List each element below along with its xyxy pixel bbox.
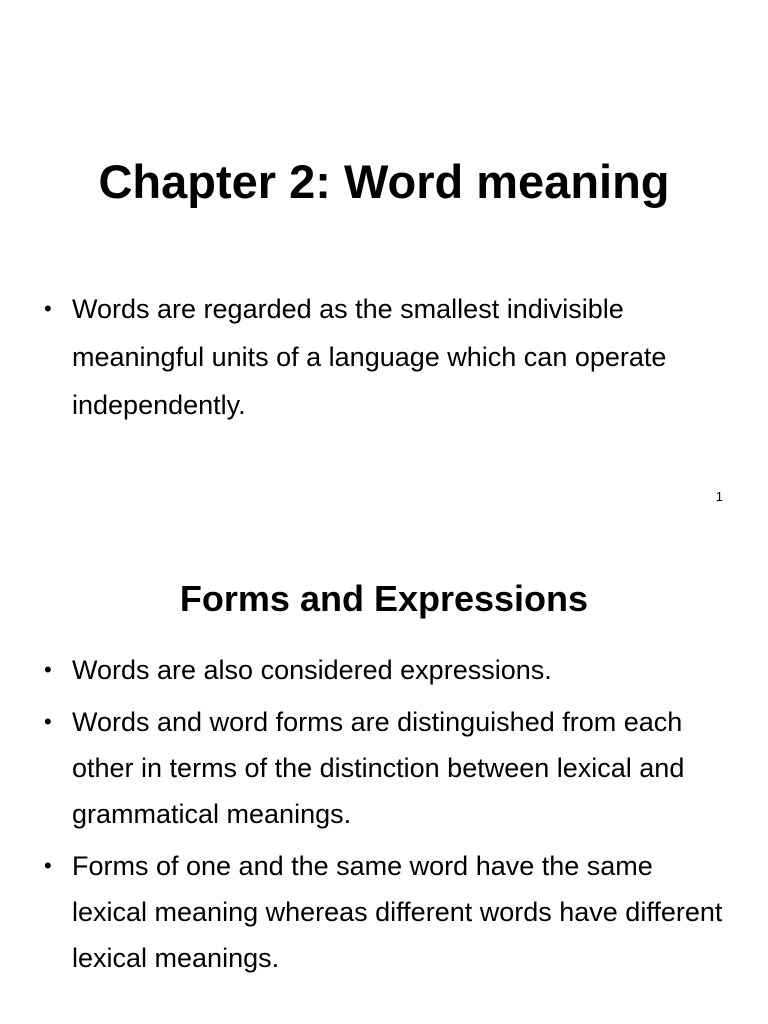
bullet-icon: • xyxy=(44,853,52,878)
bullet-list xyxy=(44,647,724,987)
bullet-icon: • xyxy=(44,657,52,682)
slide-title: Chapter 2: Word meaning xyxy=(98,155,670,208)
bullet-text: Words and word forms are distinguished from each other in terms of the distinction between lexical and grammatical meanings. xyxy=(72,707,685,829)
slide-2 xyxy=(0,512,768,1024)
slide-title: Forms and Expressions xyxy=(179,578,589,619)
bullet-icon: • xyxy=(44,296,52,321)
bullet-text: Words are regarded as the smallest indivisible meaningful units of a language which can operate independently. xyxy=(72,294,667,420)
page-number: 1 xyxy=(715,489,723,504)
bullet-list xyxy=(44,285,724,429)
bullet-icon: • xyxy=(44,709,52,734)
bullet-item xyxy=(44,285,724,429)
bullet-text: Forms of one and the same word have the same lexical meaning whereas different words have different lexical meanings. xyxy=(72,851,723,973)
bullet-item xyxy=(44,843,724,981)
bullet-text: Words are also considered expressions. xyxy=(72,655,552,685)
bullet-item xyxy=(44,647,724,693)
bullet-item xyxy=(44,699,724,837)
